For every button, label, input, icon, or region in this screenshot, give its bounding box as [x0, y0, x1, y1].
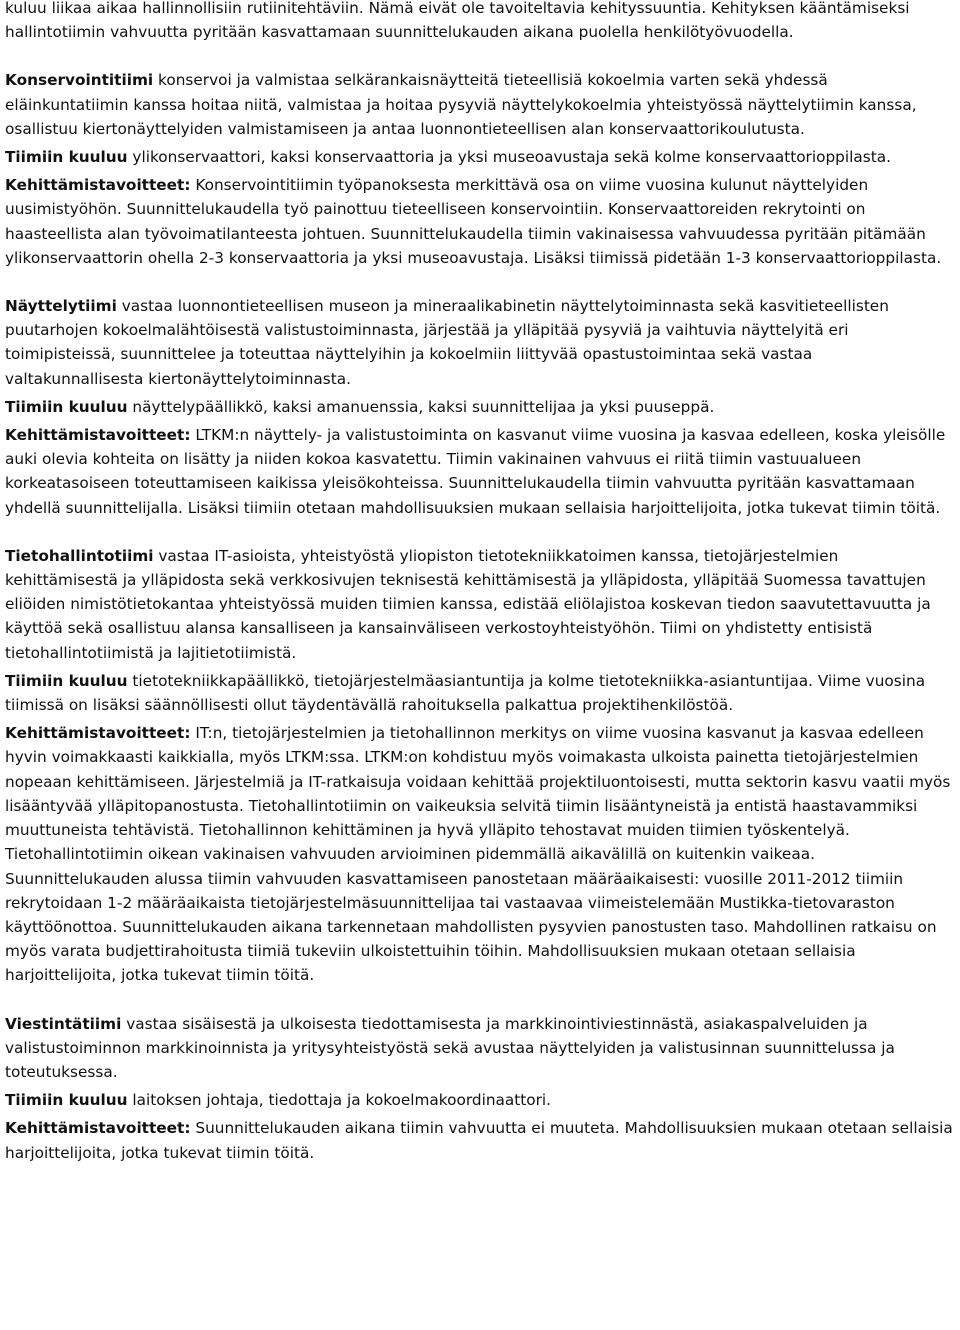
section-conservation-goals-text: Konservointitiimin työpanoksesta merkittävä osa on viime vuosina kulunut näyttelyiden uusimistyöhön. Suunnittelukaudella työ painottuu tieteelliseen konservointiin. Konservaattoreiden rekrytointi on haasteellista alan työvoimatilanteesta johtuen. Suunnittelukaudella tiimin vakinaisessa vahvuudessa pyritään pitämään ylikonservaattorin ohella 2-3 konservaattoria ja yksi museoavustaja. Lisäksi tiimissä pidetään 1-3 konservaattorioppilasta.	[5, 176, 942, 267]
section-exhibition-description	[5, 294, 954, 391]
goals-label: Kehittämistavoitteet:	[5, 724, 191, 743]
section-it-desc-text: vastaa IT-asioista, yhteistyöstä yliopiston tietotekniikkatoimen kanssa, tietojärjestelmien kehittämisestä ja ylläpidosta sekä verkkosivujen teknisestä kehittämisestä ja ylläpidosta, ylläpitää Suomessa tavattujen eliöiden nimistötietokantaa yhteistyössä muiden tiimien kanssa, edistää eliölajistoa koskevan tiedon saavutettavuutta ja käyttöä sekä osallistuu alansa kansalliseen ja kansainväliseen verkostoyhteistyöhön. Tiimi on yhdistetty entisistä tietohallintotiimistä ja lajitietotiimistä.	[5, 546, 931, 662]
section-exhibition-goals-text: LTKM:n näyttely- ja valistustoiminta on kasvanut viime vuosina ja kasvaa edelleen, koska yleisölle auki olevia kohteita on lisätty ja niiden kokoa kasvatettu. Tiimin vakinainen vahvuus ei riitä tiimin vastuualueen korkeatasoiseen toteuttamiseen kaikissa yleisökohteissa. Suunnittelukaudella tiimin vahvuutta pyritään kasvattamaan yhdellä suunnittelijalla. Lisäksi tiimiin otetaan mahdollisuuksien mukaan sellaisia harjoittelijoita, jotka tukevat tiimin töitä.	[5, 426, 946, 517]
goals-label: Kehittämistavoitteet:	[5, 176, 191, 195]
section-it-team-text: tietotekniikkapäällikkö, tietojärjestelmäasiantuntija ja kolme tietotekniikka-asiantuntijaa. Viime vuosina tiimissä on lisäksi säännöllisesti ollut täydentävällä rahoituksella palkattua projektihenkilöstöä.	[5, 671, 926, 715]
section-conservation-description	[5, 68, 954, 141]
section-it-team	[5, 669, 954, 717]
section-exhibition-team-text: näyttelypäällikkö, kaksi amanuenssia, kaksi suunnittelijaa ja yksi puuseppä.	[127, 397, 715, 416]
section-communications-team-text: laitoksen johtaja, tiedottaja ja kokoelmakoordinaattori.	[127, 1091, 552, 1110]
section-communications-title: Viestintätiimi	[5, 1014, 122, 1033]
section-communications-goals-text: Suunnittelukauden aikana tiimin vahvuutta ei muuteta. Mahdollisuuksien mukaan otetaan sellaisia harjoittelijoita, jotka tukevat tiimin töitä.	[5, 1119, 953, 1162]
section-it-goals	[5, 721, 954, 987]
section-it-goals-text: IT:n, tietojärjestelmien ja tietohallinnon merkitys on viime vuosina kasvanut ja kasvaa edelleen hyvin voimakkaasti kaikkialla, myös LTKM:ssa. LTKM:on kohdistuu myös voimakasta ulkoista painetta tietojärjestelmien nopeaan kehittämiseen. Järjestelmiä ja IT-ratkaisuja voidaan kehittää projektiluontoisesti, mutta sektorin kasvu vaatii myös lisääntyvää ylläpitopanostusta. Tietohallintotiimin on vaikeuksia selvitä tiimin lisääntyneistä ja entistä haastavammiksi muuttuneista tehtävistä. Tietohallinnon kehittäminen ja hyvä ylläpito tehostavat muiden tiimien työskentelyä. Tietohallintotiimin oikean vakinaisen vahvuuden arvioiminen pidemmällä aikavälillä on kuitenkin vaikeaa. Suunnittelukauden alussa tiimin vahvuuden kasvattamiseen panostetaan määräaikaisesti: vuosille 2011-2012 tiimiin rekrytoidaan 1-2 määräaikaista tietojärjestelmäsuunnittelijaa tai vastaavaa viimeistelemään Mustikka-tietovaraston käyttöönottoa. Suunnittelukauden aikana tarkennetaan mahdollisten pysyvien panostusten taso. Mahdollinen ratkaisu on myös varata budjettirahoitusta tiimiä tukeviin ulkoistettuihin töihin. Mahdollisuuksien mukaan otetaan sellaisia harjoittelijoita, jotka tukevat tiimin töitä.	[5, 724, 951, 985]
section-communications-team	[5, 1088, 954, 1112]
section-conservation-desc-text: konservoi ja valmistaa selkärankaisnäytteitä tieteellisiä kokoelmia varten sekä yhdessä eläinkuntatiimin kanssa hoitaa niitä, valmistaa ja hoitaa pysyviä näyttelykokoelmia yhteistyössä näyttelytiimin kanssa, osallistuu kiertonäyttelyiden valmistamiseen ja antaa luonnontieteellisen alan konservaattorikoulutusta.	[5, 71, 917, 138]
section-conservation-team-text: ylikonservaattori, kaksi konservaattoria ja yksi museoavustaja sekä kolme konservaattorioppilasta.	[127, 148, 891, 167]
section-conservation-title: Konservointitiimi	[5, 71, 154, 90]
team-label: Tiimiin kuuluu	[5, 397, 128, 416]
section-exhibition-team	[5, 395, 954, 419]
intro-paragraph: kuluu liikaa aikaa hallinnollisiin rutiinitehtäviin. Nämä eivät ole tavoiteltavia kehityssuuntia. Kehityksen kääntämiseksi hallintotiimin vahvuutta pyritään kasvattamaan suunnittelukauden aikana puolella henkilötyövuodella.	[5, 0, 910, 42]
section-exhibition-title: Näyttelytiimi	[5, 297, 117, 316]
team-label: Tiimiin kuuluu	[5, 1091, 128, 1110]
section-exhibition-goals	[5, 423, 954, 520]
section-it-title: Tietohallintotiimi	[5, 546, 154, 565]
section-conservation-team	[5, 145, 954, 169]
team-label: Tiimiin kuuluu	[5, 671, 128, 690]
section-it-description	[5, 544, 954, 665]
section-communications-description	[5, 1012, 954, 1085]
goals-label: Kehittämistavoitteet:	[5, 426, 191, 445]
section-communications-goals	[5, 1116, 954, 1164]
section-communications-desc-text: vastaa sisäisestä ja ulkoisesta tiedottamisesta ja markkinointiviestinnästä, asiakaspalveluiden ja valistustoiminnon markkinoinnista ja yritysyhteistyöstä sekä avustaa näyttelyiden ja valistusinnan suunnittelussa ja toteutuksessa.	[5, 1014, 895, 1081]
team-label: Tiimiin kuuluu	[5, 148, 128, 167]
section-conservation-goals	[5, 173, 954, 270]
goals-label: Kehittämistavoitteet:	[5, 1119, 191, 1138]
section-exhibition-desc-text: vastaa luonnontieteellisen museon ja mineraalikabinetin näyttelytoiminnasta sekä kasvitieteellisten puutarhojen kokoelmalähtöisestä valistustoiminnasta, järjestää ja ylläpitää pysyviä ja vaihtuvia näyttelyitä eri toimipisteissä, suunnittelee ja toteuttaa näyttelyihin ja kokoelmiin liittyvää opastustoimintaa sekä vastaa valtakunnallisesta kiertonäyttelytoiminnasta.	[5, 297, 889, 388]
